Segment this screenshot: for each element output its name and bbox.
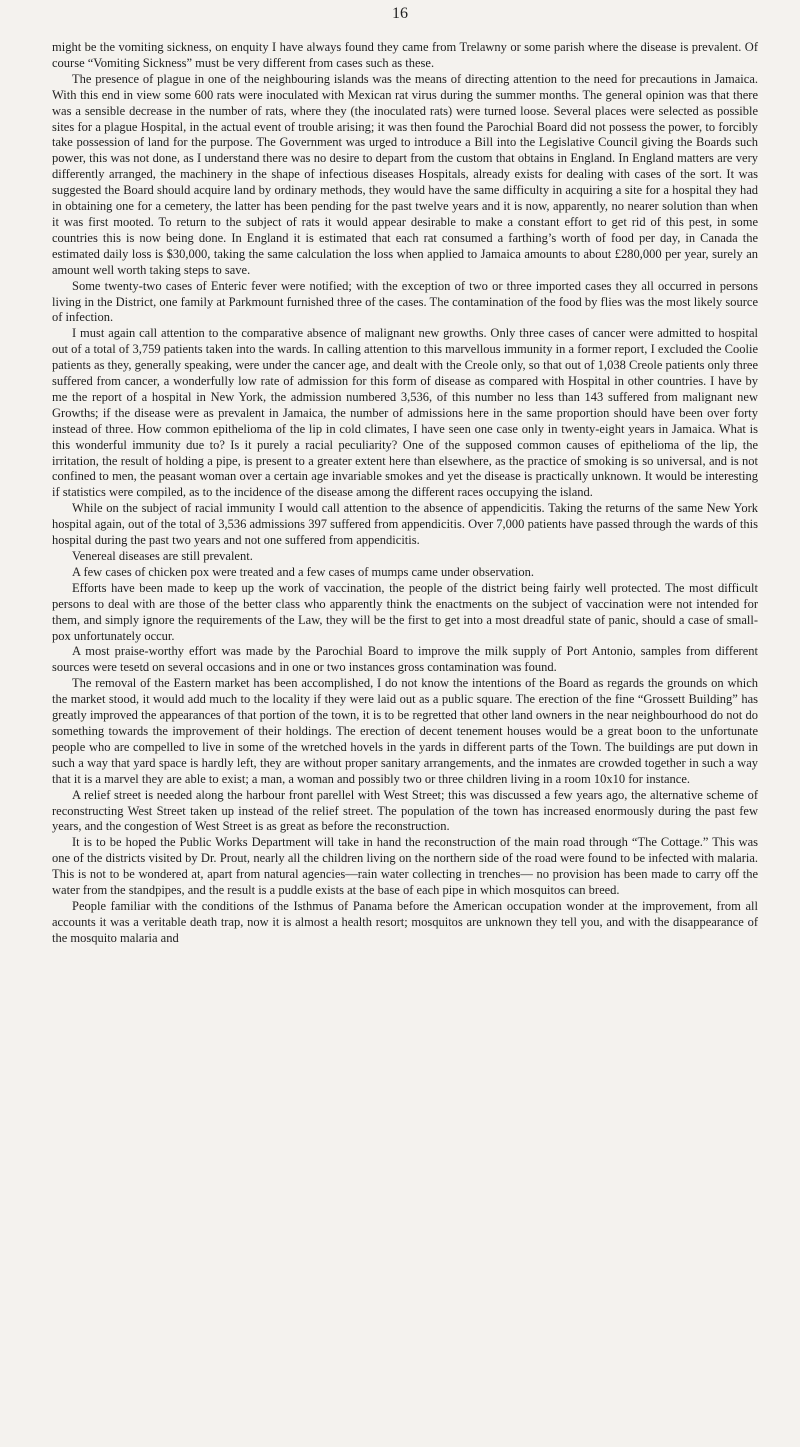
paragraph-continuation: might be the vomiting sickness, on enquity I have always found they came from Trelawny or some parish where the disease is prevalent. Of course “Vomiting Sickness” must be very different from cases such as these. (52, 40, 758, 70)
paragraph-vaccination: Efforts have been made to keep up the work of vaccination, the people of the district being fairly well protected. The most difficult persons to deal with are those of the better class who apparently think the enactments on the subject of vaccination were not intended for them, and simply ignore the requirements of the Law, they will be the first to get into a most dreadful state of panic, should a case of small-pox unfortunately occur. (52, 580, 758, 643)
paragraph-milk-supply: A most praise-worthy effort was made by the Parochial Board to improve the milk supply of Port Antonio, samples from different sources were tesetd on several occasions and in one or two instances gross contamination was found. (52, 644, 758, 675)
body-text (52, 40, 758, 947)
paragraph-plague-rats: The presence of plague in one of the neighbouring islands was the means of directing attention to the need for precautions in Jamaica. With this end in view some 600 rats were inoculated with Mexican rat virus during the summer months. The general opinion was that there was a sensible decrease in the number of rats, where they (the inoculated rats) were turned loose. Several places were selected as possible sites for a plague Hospital, in the actual event of trouble arising; it was then found the Parochial Board did not possess the power, to forcibly take possession of land for the purpose. The Government was urged to introduce a Bill into the Legislative Council giving the Boards such power, this was not done, as I understand there was no desire to depart from the custom that obtains in England. In England matters are very differently arranged, the machinery in the shape of infectious diseases Hospitals, already exists for dealing with cases of the sort. It was suggested the Board should acquire land by ordinary methods, they would have the same difficulty in acquiring a site for a hospital they had in obtaining one for a cemetery, the latter has been pending for the past twelve years and it is now, apparently, no nearer solution than when it was first mooted. To return to the subject of rats it would appear desirable to make a constant effort to get rid of this pest, in some countries this is now being done. In England it is estimated that each rat consumed a farthing’s worth of food per day, in Canada the estimated daily loss is $30,000, taking the same calculation the loss when applied to Jamaica amounts to about £280,000 per year, surely an amount well worth taking steps to save. (52, 71, 758, 277)
paragraph-malignant-growths: I must again call attention to the comparative absence of malignant new growths. Only three cases of cancer were admitted to hospital out of a total of 3,759 patients taken into the wards. In calling attention to this marvellous immunity in a former report, I excluded the Coolie patients as they, generally speaking, were under the cancer age, and dealt with the Creole only, so that out of 1,038 Creole patients only three suffered from cancer, a wonderfully low rate of admission for this form of disease as compared with Hospital in other countries. I have by me the report of a hospital in New York, the admission numbered 3,536, of this number no less than 143 suffered from malignant new Growths; if the disease were as prevalent in Jamaica, the number of admissions here in the same proportion should have been over forty instead of three. How common epithelioma of the lip in cold climates, I have seen one case only in twenty-eight years in Jamaica. What is this wonderful immunity due to? Is it purely a racial peculiarity? One of the supposed common causes of epithelioma of the lip, the irritation, the result of holding a pipe, is present to a greater extent here than elsewhere, as the practice of smoking is so universal, and is not confined to men, the peasant woman over a certain age invariable smokes and yet the disease is practically unknown. It would be interesting if statistics were compiled, as to the incidence of the disease among the different races occupying the island. (52, 326, 758, 500)
paragraph-eastern-market: The removal of the Eastern market has been accomplished, I do not know the intentions of the Board as regards the grounds on which the market stood, it would add much to the locality if they were laid out as a public square. The erection of the fine “Grossett Building” has greatly improved the appearances of that portion of the town, it is to be regretted that other land owners in the near neighbourhood do not do something towards the improvement of their holdings. The erection of decent tenement houses would be a great boon to the unfortunate people who are compelled to live in some of the wretched hovels in the yards in different parts of the Town. The buildings are put down in such a way that yard space is hardly left, they are without proper sanitary arrangements, and the inmates are crowded together in such a way that it is a marvel they are able to exist; a man, a woman and possibly two or three children living in a room 10x10 for instance. (52, 676, 758, 786)
paragraph-enteric-fever: Some twenty-two cases of Enteric fever were notified; with the exception of two or three imported cases they all occurred in persons living in the District, one family at Parkmount furnished three of the cases. The contamination of the food by flies was the most likely source of infection. (52, 278, 758, 325)
paragraph-venereal: Venereal diseases are still prevalent. (72, 549, 253, 563)
paragraph-chicken-pox: A few cases of chicken pox were treated and a few cases of mumps came under observation. (72, 564, 534, 579)
paragraph-panama: People familiar with the conditions of the Isthmus of Panama before the American occupation wonder at the improvement, from all accounts it was a veritable death trap, now it is almost a health resort; mosquitos are unknown they tell you, and with the disappearance of the mosquito malaria and (52, 898, 758, 945)
paragraph-relief-street: A relief street is needed along the harbour front parellel with West Street; this was discussed a few years ago, the alternative scheme of reconstructing West Street taken up instead of the relief street. The population of the town has increased enormously during the past few years, and the congestion of West Street is as great as before the reconstruction. (52, 787, 758, 834)
paragraph-appendicitis: While on the subject of racial immunity I would call attention to the absence of appendicitis. Taking the returns of the same New York hospital again, out of the total of 3,536 admissions 397 suffered from appendicitis. Over 7,000 patients have passed through the wards of this hospital during the past two years and not one suffered from appendicitis. (52, 501, 758, 548)
paragraph-main-road: It is to be hoped the Public Works Department will take in hand the reconstruction of the main road through “The Cottage.” This was one of the districts visited by Dr. Prout, nearly all the children living on the northern side of the road were found to be infected with malaria. This is not to be wondered at, apart from natural agencies—rain water collecting in trenches— no provision has been made to carry off the water from the standpipes, and the result is a puddle exists at the base of each pipe in which mosquitos can breed. (52, 835, 758, 898)
page-number: 16 (392, 5, 408, 22)
